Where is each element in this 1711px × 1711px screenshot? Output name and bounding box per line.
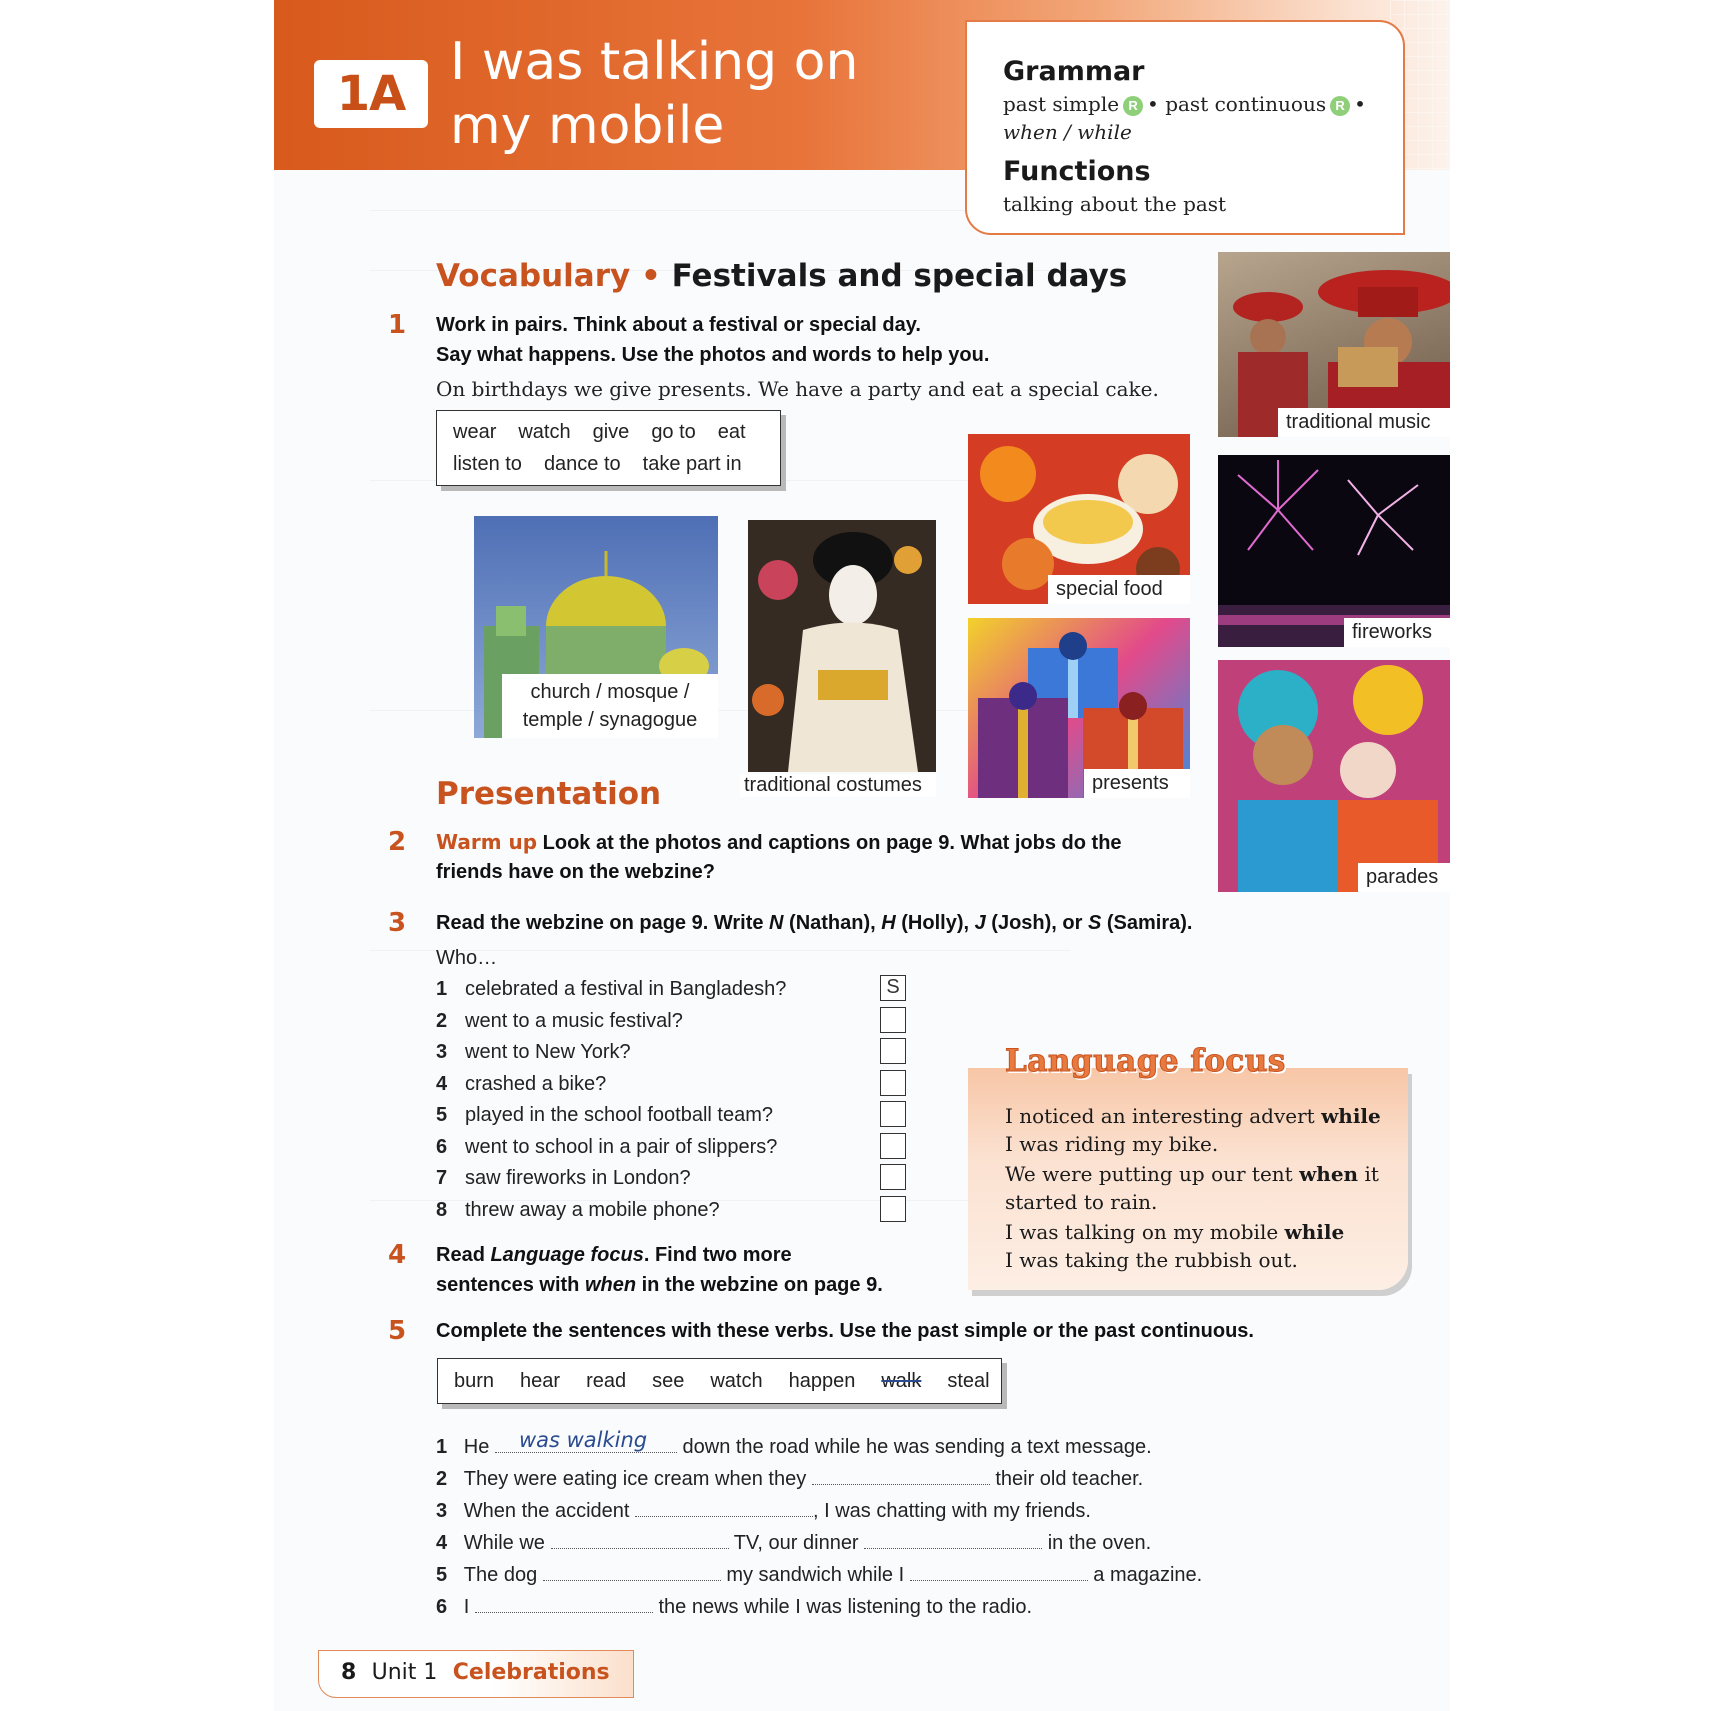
photo-presents xyxy=(968,618,1190,798)
ex4-text: Read xyxy=(436,1244,491,1266)
answer-blank[interactable] xyxy=(864,1530,1042,1549)
ex3-text: (Josh), or xyxy=(985,912,1088,934)
word-box-item: give xyxy=(592,421,630,443)
word-box-item: watch xyxy=(518,421,571,443)
sentence-text: He xyxy=(463,1436,490,1458)
question-text: crashed a bike? xyxy=(465,1072,607,1095)
question-item xyxy=(436,1199,720,1229)
lf-keyword: while xyxy=(1284,1220,1345,1244)
sentence-number: 4 xyxy=(436,1532,448,1554)
exercise-3-instruction xyxy=(436,908,1192,938)
sentence-4 xyxy=(436,1530,1151,1555)
ex4-text: sentences with xyxy=(436,1274,585,1296)
word-box-item-crossed: walk xyxy=(881,1370,922,1392)
who-prompt: Who… xyxy=(436,947,498,969)
sentence-text: , I was chatting with my friends. xyxy=(813,1500,1091,1522)
question-number: 2 xyxy=(436,1009,448,1032)
sentence-number: 2 xyxy=(436,1468,448,1490)
sentence-text: When the accident xyxy=(463,1500,630,1522)
answer-blank[interactable] xyxy=(635,1498,813,1517)
sentence-text: TV, our dinner xyxy=(733,1532,859,1554)
sentence-text: a magazine. xyxy=(1093,1564,1203,1586)
word-box-item: listen to xyxy=(453,453,522,475)
word-box-item: burn xyxy=(454,1370,495,1392)
lf-text: I noticed an interesting advert xyxy=(1005,1104,1322,1128)
question-text: saw fireworks in London? xyxy=(465,1167,691,1189)
question-number: 6 xyxy=(436,1135,448,1158)
language-focus-box xyxy=(968,1068,1408,1290)
ex3-text: Read the webzine on page 9. Write xyxy=(436,912,770,934)
lf-text: it xyxy=(1358,1162,1379,1186)
answer-box[interactable] xyxy=(880,1070,906,1096)
ex3-letter-h: H xyxy=(881,912,896,934)
word-box-item: happen xyxy=(788,1370,856,1392)
exercise-2-line2: friends have on the webzine? xyxy=(436,861,715,883)
exercise-2-line1: Look at the photos and captions on page 9. What jobs do the xyxy=(542,832,1122,854)
caption-parades: parades xyxy=(1358,863,1450,892)
word-box-item: wear xyxy=(453,421,497,443)
word-box-item: hear xyxy=(520,1370,561,1392)
lesson-code-badge: 1A xyxy=(314,60,428,128)
exercise-1-number: 1 xyxy=(388,310,407,340)
exercise-1-example: On birthdays we give presents. We have a party and eat a special cake. xyxy=(436,377,1159,401)
question-text: celebrated a festival in Bangladesh? xyxy=(465,978,787,1000)
vocabulary-subtitle: Festivals and special days xyxy=(671,258,1128,294)
word-box-row-2 xyxy=(453,453,764,476)
answer-box[interactable]: S xyxy=(880,975,906,1001)
exercise-1-instruction-line2: Say what happens. Use the photos and words to help you. xyxy=(436,344,990,366)
ex3-text: (Nathan), xyxy=(783,912,882,934)
sentence-text: down the road while he was sending a text message. xyxy=(682,1436,1152,1458)
presentation-heading: Presentation xyxy=(436,776,662,812)
lf-line-1 xyxy=(1005,1102,1381,1130)
sentence-text: I xyxy=(463,1596,470,1618)
answer-box[interactable] xyxy=(880,1133,906,1159)
question-text: went to a music festival? xyxy=(465,1009,683,1032)
ex4-italic: Language focus xyxy=(490,1244,644,1266)
answer-box[interactable] xyxy=(880,1101,906,1127)
handwritten-answer: was walking xyxy=(518,1428,648,1452)
grammar-item-past-simple: past simple xyxy=(1003,92,1120,116)
caption-presents: presents xyxy=(1084,769,1190,798)
caption-places-line1: church / mosque / xyxy=(530,681,690,703)
vocabulary-title: Vocabulary xyxy=(436,258,631,294)
parade-illustration xyxy=(1218,660,1450,892)
functions-text: talking about the past xyxy=(1003,192,1227,216)
lf-line-5 xyxy=(1005,1218,1344,1246)
answer-blank[interactable] xyxy=(551,1530,729,1549)
sentence-text: They were eating ice cream when they xyxy=(463,1468,807,1490)
sentence-text: my sandwich while I xyxy=(726,1564,905,1586)
unit-title: Celebrations xyxy=(452,1660,610,1685)
lf-line-2: I was riding my bike. xyxy=(1005,1132,1219,1156)
exercise-2-instruction xyxy=(436,827,1122,858)
answer-blank[interactable] xyxy=(812,1466,990,1485)
caption-fireworks: fireworks xyxy=(1344,618,1450,647)
lf-line-6: I was taking the rubbish out. xyxy=(1005,1248,1298,1272)
footer-tab xyxy=(318,1650,634,1698)
exercise-4-number: 4 xyxy=(388,1240,407,1270)
grammar-items xyxy=(1003,92,1366,116)
question-item xyxy=(436,1104,773,1134)
ex4-text: in the webzine on page 9. xyxy=(636,1274,883,1296)
grammar-heading: Grammar xyxy=(1003,56,1145,87)
question-item xyxy=(436,978,786,1008)
ex3-text: (Samira). xyxy=(1101,912,1193,934)
ex3-letter-j: J xyxy=(974,912,986,934)
question-text: threw away a mobile phone? xyxy=(465,1198,720,1221)
lf-keyword: when xyxy=(1299,1162,1359,1186)
word-box-item: dance to xyxy=(543,453,621,475)
vocabulary-heading xyxy=(436,258,1127,294)
sentence-3 xyxy=(436,1498,1091,1523)
caption-places-line2: temple / synagogue xyxy=(522,709,698,731)
grammar-item-when-while: when / while xyxy=(1003,120,1132,144)
sentence-5 xyxy=(436,1562,1202,1587)
review-icon: R xyxy=(1330,96,1350,116)
lf-keyword: while xyxy=(1321,1104,1381,1128)
word-box-item: steal xyxy=(947,1370,990,1392)
sentence-number: 5 xyxy=(436,1564,448,1586)
question-number: 4 xyxy=(436,1072,448,1095)
review-icon: R xyxy=(1123,96,1143,116)
lf-text: We were putting up our tent xyxy=(1005,1162,1300,1186)
exercise-5-number: 5 xyxy=(388,1316,407,1346)
word-box-item: see xyxy=(652,1370,685,1392)
language-focus-title: Language focus xyxy=(1005,1043,1286,1079)
photo-traditional-costumes xyxy=(748,520,936,772)
question-number: 5 xyxy=(436,1104,448,1126)
ex4-text: . Find two more xyxy=(643,1244,792,1266)
lf-line-3 xyxy=(1005,1160,1379,1188)
warm-up-label: Warm up xyxy=(436,830,538,854)
photo-traditional-music xyxy=(1218,252,1450,437)
sentence-1 xyxy=(436,1428,1152,1459)
sentence-text: in the oven. xyxy=(1047,1532,1152,1554)
answer-blank[interactable] xyxy=(475,1594,653,1613)
geisha-illustration xyxy=(748,520,936,772)
question-item xyxy=(436,1010,683,1040)
bullet: • xyxy=(1354,92,1366,116)
bullet: • xyxy=(641,258,661,294)
exercise-3-number: 3 xyxy=(388,908,407,938)
lf-line-4: started to rain. xyxy=(1005,1190,1158,1214)
unit-label: Unit 1 xyxy=(371,1660,438,1685)
grammar-functions-box xyxy=(965,20,1405,235)
question-number: 3 xyxy=(436,1041,448,1063)
sentence-text: the news while I was listening to the radio. xyxy=(658,1596,1033,1618)
vocabulary-word-box xyxy=(436,410,781,486)
photo-parades xyxy=(1218,660,1450,892)
sentence-number: 6 xyxy=(436,1596,448,1618)
question-number: 7 xyxy=(436,1167,448,1189)
word-box-item: take part in xyxy=(642,453,742,475)
answer-box[interactable] xyxy=(880,1196,906,1222)
title-line-2: my mobile xyxy=(450,96,725,156)
verb-list xyxy=(454,1370,1016,1393)
exercise-1-instruction-line1: Work in pairs. Think about a festival or special day. xyxy=(436,314,921,336)
question-item xyxy=(436,1167,691,1197)
answer-box[interactable] xyxy=(880,1038,906,1064)
word-box-item: read xyxy=(586,1370,627,1392)
question-text: went to school in a pair of slippers? xyxy=(465,1135,778,1158)
question-item xyxy=(436,1136,777,1166)
lesson-title xyxy=(450,30,930,158)
ex3-text: (Holly), xyxy=(895,912,975,934)
question-item xyxy=(436,1073,606,1103)
question-number: 1 xyxy=(436,978,448,1000)
question-text: went to New York? xyxy=(465,1041,631,1063)
sentence-text: The dog xyxy=(463,1564,538,1586)
ex3-letter-n: N xyxy=(769,912,784,934)
answer-blank[interactable] xyxy=(543,1562,721,1581)
word-box-item: go to xyxy=(651,421,696,443)
ex3-letter-s: S xyxy=(1087,912,1102,934)
exercise-4-line1 xyxy=(436,1240,792,1270)
answer-box[interactable] xyxy=(880,1164,906,1190)
title-line-1: I was talking on xyxy=(450,32,859,92)
exercise-4-line2 xyxy=(436,1270,883,1300)
footer-text xyxy=(341,1660,610,1685)
lf-text: I was talking on my mobile xyxy=(1005,1220,1285,1244)
caption-places-of-worship xyxy=(502,674,718,738)
bullet: • xyxy=(1147,92,1159,116)
question-text: played in the school football team? xyxy=(465,1104,773,1126)
answer-blank-filled[interactable] xyxy=(495,1428,677,1453)
verb-word-box xyxy=(437,1358,1002,1404)
ex4-italic: when xyxy=(584,1274,637,1296)
answer-box[interactable] xyxy=(880,1007,906,1033)
question-item xyxy=(436,1041,631,1071)
exercise-5-instruction: Complete the sentences with these verbs. Use the past simple or the past continuous. xyxy=(436,1320,1254,1342)
caption-special-food: special food xyxy=(1048,575,1190,604)
sentence-number: 3 xyxy=(436,1500,448,1522)
photo-special-food xyxy=(968,434,1190,604)
sentence-number: 1 xyxy=(436,1436,448,1458)
grammar-item-past-continuous: past continuous xyxy=(1165,92,1327,116)
sentence-2 xyxy=(436,1466,1143,1491)
caption-traditional-costumes: traditional costumes xyxy=(740,774,936,797)
exercise-2-number: 2 xyxy=(388,827,407,857)
photo-mosque xyxy=(474,516,718,738)
sentence-text: their old teacher. xyxy=(995,1468,1144,1490)
answer-blank[interactable] xyxy=(910,1562,1088,1581)
word-box-row-1 xyxy=(453,421,768,444)
page-number: 8 xyxy=(341,1660,357,1685)
sentence-6 xyxy=(436,1594,1032,1619)
functions-heading: Functions xyxy=(1003,156,1151,187)
caption-traditional-music: traditional music xyxy=(1278,408,1450,437)
word-box-item: eat xyxy=(717,421,746,443)
word-box-item: watch xyxy=(710,1370,763,1392)
question-number: 8 xyxy=(436,1198,448,1221)
photo-fireworks xyxy=(1218,455,1450,647)
sentence-text: While we xyxy=(463,1532,545,1554)
